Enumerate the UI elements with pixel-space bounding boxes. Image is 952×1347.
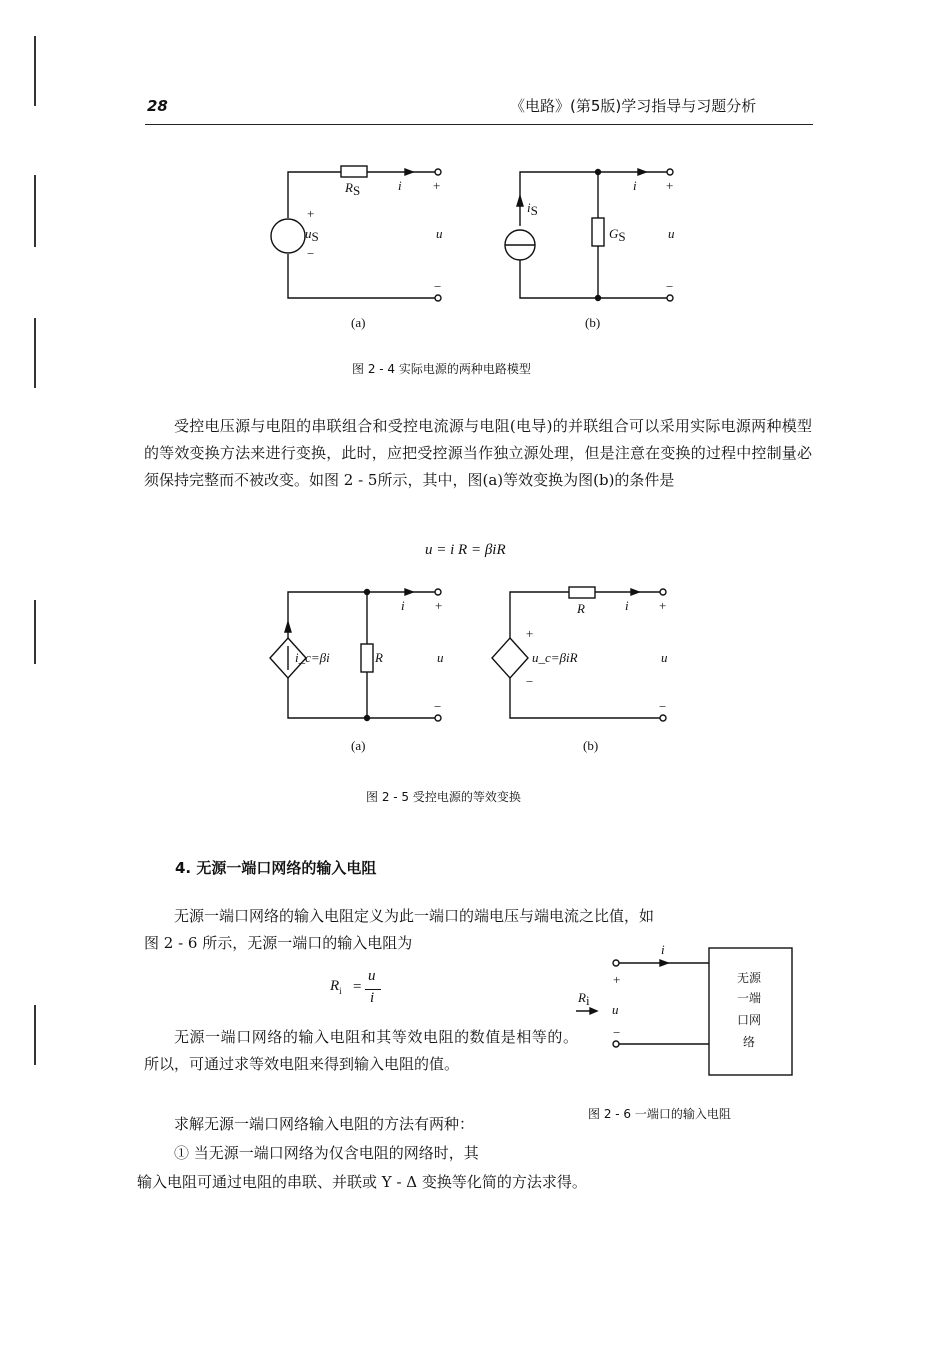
paragraph-input-resistance-def: 无源一端口网络的输入电阻定义为此一端口的端电压与端电流之比值，如 (174, 907, 655, 925)
paragraph-two-methods: 求解无源一端口网络输入电阻的方法有两种： (174, 1115, 475, 1133)
plus-terminal-a: + (433, 178, 441, 193)
voltage-label-b: u (661, 650, 668, 665)
equation-numerator: u (368, 968, 376, 984)
current-label-a: i (401, 598, 405, 613)
voltage-label: u (612, 1002, 619, 1017)
plus-terminal-a: + (435, 598, 443, 613)
box-label-line-4: 络 (743, 1035, 756, 1049)
voltage-label-b: u (668, 226, 675, 241)
conductance-label-gs: GS (609, 226, 626, 244)
current-label-a: i (398, 178, 402, 193)
source-minus-a: − (307, 246, 315, 261)
minus-terminal-a: − (434, 279, 442, 294)
figure-2-5-caption: 图 2 - 5 受控电源的等效变换 (366, 790, 521, 804)
scan-edge-mark (34, 175, 36, 247)
page-number: 28 (147, 97, 168, 115)
source-label-us: uS (305, 226, 319, 244)
sublabel-b: (b) (585, 315, 601, 330)
minus-terminal-b: − (666, 279, 674, 294)
dependent-source-label-b: u_c=βiR (532, 650, 578, 665)
voltage-label-a: u (437, 650, 444, 665)
paragraph-input-resistance-def-cont: 图 2 - 6 所示，无源一端口的输入电阻为 (144, 934, 413, 952)
sublabel-b: (b) (583, 738, 599, 753)
paragraph-method-1-cont: 输入电阻可通过电阻的串联、并联或 Y - Δ 变换等化简的方法求得。 (137, 1173, 587, 1191)
plus-terminal-b: + (659, 598, 667, 613)
sublabel-a: (a) (351, 315, 366, 330)
equation-uc: u = i R = βiR (425, 542, 506, 558)
source-minus-b: − (526, 674, 534, 689)
current-label-b: i (625, 598, 629, 613)
source-plus-a: + (307, 206, 315, 221)
figure-2-5-circuits (255, 580, 695, 770)
paragraph-equivalence: 无源一端口网络的输入电阻和其等效电阻的数值是相等的。所以，可通过求等效电阻来得到输入电阻的值。 (144, 1028, 578, 1073)
figure-2-6-circuit (572, 940, 802, 1090)
dependent-source-label-a: i_c=βi (295, 650, 330, 665)
running-header-title: 《电路》(第5版)学习指导与习题分析 (510, 97, 757, 115)
source-plus-b: + (526, 626, 534, 641)
header-rule (145, 124, 813, 125)
scan-edge-mark (34, 600, 36, 664)
plus-terminal-b: + (666, 178, 674, 193)
scan-edge-mark (34, 318, 36, 388)
current-label: i (661, 942, 665, 957)
box-label-line-1: 无源 (737, 971, 762, 985)
resistor-label-b: R (577, 601, 585, 616)
scan-edge-mark (34, 1005, 36, 1065)
equation-equals: = (352, 979, 363, 995)
equation-ri (330, 968, 390, 1012)
resistor-label-rs: RS (345, 180, 361, 198)
source-label-is: iS (527, 200, 538, 218)
equation-denominator: i (370, 990, 375, 1006)
scan-edge-mark (34, 36, 36, 106)
figure-2-4-circuits (255, 150, 695, 340)
current-label-b: i (633, 178, 637, 193)
plus-terminal: + (613, 972, 621, 987)
section-heading: 4. 无源一端口网络的输入电阻 (175, 859, 377, 877)
minus-terminal-b: − (659, 699, 667, 714)
minus-terminal-a: − (434, 699, 442, 714)
figure-2-6-caption: 图 2 - 6 一端口的输入电阻 (588, 1107, 731, 1121)
paragraph-controlled-sources: 受控电压源与电阻的串联组合和受控电流源与电阻(电导)的并联组合可以采用实际电源两种模型的等效变换方法来进行变换，此时，应把受控源当作独立源处理，但是注意在变换的过程中控制量必须保持完整而不被改变。如图 2 - 5所示，其中，图(a)等效变换为图(b)的条件是 (144, 417, 812, 489)
minus-terminal: − (613, 1025, 621, 1040)
box-label-line-3: 口网 (737, 1013, 762, 1027)
sublabel-a: (a) (351, 738, 366, 753)
paragraph-method-1: ① 当无源一端口网络为仅含电阻的网络时，其 (174, 1144, 479, 1162)
input-resistance-label: Ri (578, 990, 590, 1008)
equation-lhs: $R_i$ (330, 978, 342, 996)
box-label-line-2: 一端 (737, 991, 762, 1005)
voltage-label-a: u (436, 226, 443, 241)
figure-2-4-caption: 图 2 - 4 实际电源的两种电路模型 (352, 362, 531, 376)
resistor-label-a: R (375, 650, 383, 665)
